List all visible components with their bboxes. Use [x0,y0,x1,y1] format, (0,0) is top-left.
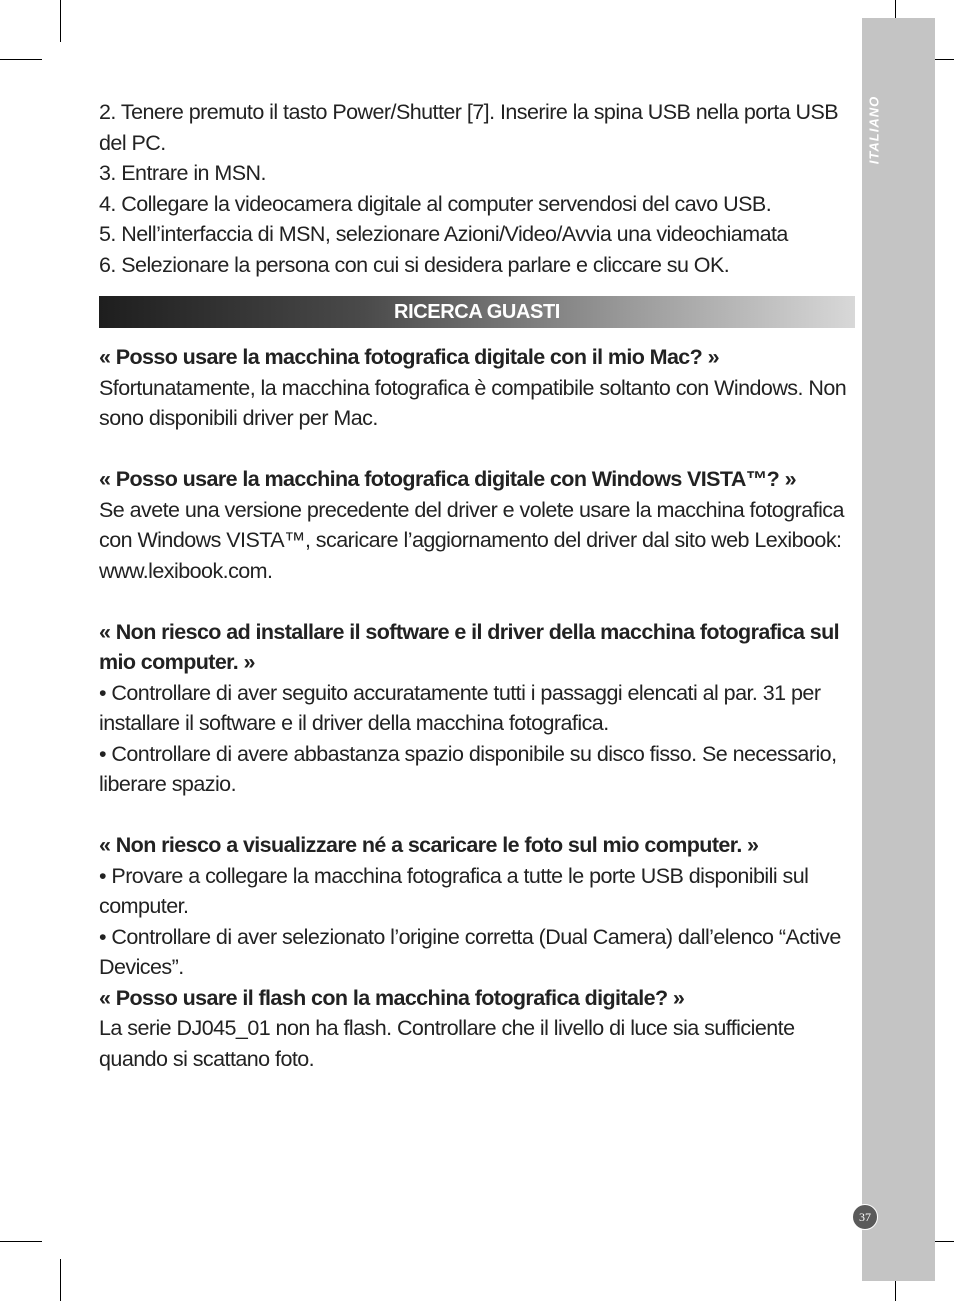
spacer [99,434,847,465]
step-item: 4. Collegare la videocamera digitale al computer servendosi del cavo USB. [99,191,772,216]
faq-question: « Non riesco a visualizzare né a scaricare le foto sul mio computer. » [99,833,759,857]
faq-answer: Sfortunatamente, la macchina fotografica è compatibile soltanto con Windows. Non sono disponibili driver per Mac. [99,375,847,430]
page-content [99,97,847,1074]
faq-answer: • Controllare di aver selezionato l’origine corretta (Dual Camera) dall’elenco “Active Devices”. [99,924,841,979]
step-item: 6. Selezionare la persona con cui si desidera parlare e cliccare su OK. [99,252,730,277]
faq-answer: • Controllare di aver seguito accuratamente tutti i passaggi elencati al par. 31 per installare il software e il driver della macchina fotografica. [99,680,821,735]
step-item: 2. Tenere premuto il tasto Power/Shutter [7]. Inserire la spina USB nella porta USB del PC. [99,100,839,155]
crop-mark [0,59,42,60]
crop-mark [60,1259,61,1301]
faq-answer: La serie DJ045_01 non ha flash. Controllare che il livello di luce sia sufficiente quando si scattano foto. [99,1016,795,1071]
spacer [99,586,847,617]
crop-mark [0,1241,42,1242]
language-label: ITALIANO [866,95,882,165]
section-title-bar: RICERCA GUASTI [99,296,855,328]
faq-question: « Posso usare il flash con la macchina fotografica digitale? » [99,985,685,1010]
faq-question: « Non riesco ad installare il software e il driver della macchina fotografica sul mio computer. » [99,619,840,674]
faq-question: « Posso usare la macchina fotografica digitale con Windows VISTA™? » [99,467,796,491]
faq-answer: • Controllare di avere abbastanza spazio disponibile su disco fisso. Se necessario, liberare spazio. [99,741,837,796]
crop-mark [60,0,61,42]
language-side-tab [862,18,935,1281]
page-number: 37 [852,1204,878,1230]
spacer [99,800,847,831]
step-item: 3. Entrare in MSN. [99,161,266,185]
faq-answer: • Provare a collegare la macchina fotografica a tutte le porte USB disponibili sul computer. [99,863,809,918]
step-item: 5. Nell’interfaccia di MSN, selezionare Azioni/Video/Avvia una videochiamata [99,222,788,246]
faq-question: « Posso usare la macchina fotografica digitale con il mio Mac? » [99,345,719,369]
faq-answer: Se avete una versione precedente del driver e volete usare la macchina fotografica con Windows VISTA™, scaricare l’aggiornamento del driver dal sito web Lexibook: www.lexibook.com. [99,497,844,583]
